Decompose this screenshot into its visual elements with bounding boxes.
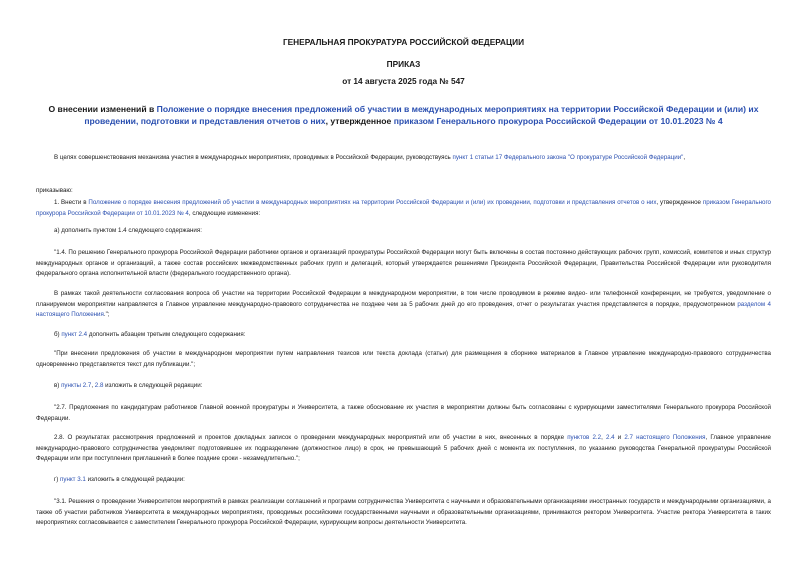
preamble-end: ,: [683, 154, 686, 161]
item1-end: , следующие изменения:: [188, 209, 261, 217]
paragraph-g: [36, 475, 771, 486]
link-order-2023[interactable]: приказом Генерального прокурора Российской Федерации от 10.01.2023 № 4: [36, 199, 772, 217]
org-name: ГЕНЕРАЛЬНАЯ ПРОКУРАТУРА РОССИЙСКОЙ ФЕДЕРАЦИИ: [282, 37, 525, 47]
paragraph-v: [36, 381, 771, 392]
paragraph-item-1: [36, 198, 771, 219]
link-point-2-4[interactable]: пункт 2.4: [61, 331, 88, 338]
g-pre: г): [54, 476, 61, 483]
paragraph-a: а) дополнить пунктом 1.4 следующего содержания:: [54, 227, 202, 234]
title-pre: О внесении изменений в: [48, 104, 157, 114]
b-end: дополнить абзацем третьим следующего содержания:: [87, 331, 246, 338]
paragraph-3-1: "3.1. Решения о проведении Университетом мероприятий в рамках реализации соглашений и программ сотрудничества Университета с научными и образовательными организациями иностранных государств и международными организациями, а также об участии работников Университета в международных мероприятиях, проводимых российскими государственными научными и образовательными организациями, принимаются ректором Университета. Участие ректора Университета в таких мероприятиях согласовывается с заместителем Генерального прокурора Российской Федерации, курирующим вопросы деятельности Университета.: [36, 498, 771, 526]
paragraph-1-4: "1.4. По решению Генерального прокурора Российской Федерации работники органов и организаций прокуратуры Российской Федерации могут быть включены в состав постоянно действующих рабочих групп, комиссий, комитетов и иных структур международных органов и организаций, а также состав российских межведомственных рабочих групп и делегаций, который утверждается решениями Президента Российской Федерации, Правительства Российской Федерации или руководителя федерального органа исполнительной власти (федерального государственного органа).: [36, 249, 771, 277]
item1-pre: 1. Внести в: [54, 199, 89, 206]
doc-date-number: от 14 августа 2025 года № 547: [342, 76, 465, 86]
link-law-article[interactable]: пункт 1 статьи 17 Федерального закона "О прокуратуре Российской Федерации": [452, 154, 684, 161]
p28-sep1: ,: [601, 434, 606, 441]
paragraph-order: приказываю:: [36, 187, 73, 194]
link-section-4[interactable]: разделом 4 настоящего Положения: [36, 300, 771, 318]
link-regulation[interactable]: Положение о порядке внесения предложений об участии в международных мероприятиях на территории Российской Федерации и (или) их проведении, подготовки и представления отчетов о них: [88, 199, 657, 206]
v-sep: ,: [91, 382, 95, 389]
p28-sep2: и: [614, 434, 625, 441]
preamble-text: В целях совершенствования механизма участия в международных мероприятиях, проводимых в Российской Федерации, руководствуясь: [54, 154, 453, 161]
paragraph-scope: [36, 289, 771, 321]
b-pre: б): [54, 331, 62, 338]
title-mid: , утвержденное: [325, 116, 394, 126]
link-point-2-4-b[interactable]: 2.4: [605, 434, 615, 441]
paragraph-2-8: [36, 433, 771, 465]
paragraph-2-7: "2.7. Предложения по кандидатурам работников Главной военной прокуратуры и Университета, а также обоснование их участия в мероприятии должны быть согласованы с курирующими заместителями Генерального прокурора Российской Федерации.: [36, 404, 771, 422]
link-point-2-2[interactable]: пунктов 2.2: [567, 434, 602, 441]
scope-text: В рамках такой деятельности согласования вопроса об участии на территории Российской Федерации в международном мероприятии, в том числе проводимом в режиме видео- или телефонной конференции, не требуется, уведомление о планируемом мероприятии направляется в Главное управление международно-правового сотрудничества не позднее чем за 5 рабочих дней до его проведения, отчет о результатах участия представляется в порядке, предусмотренном: [36, 290, 771, 308]
link-point-2-8[interactable]: 2.8: [94, 382, 104, 389]
scope-end: .";: [103, 311, 110, 318]
p28-end: , Главное управление международно-правового сотрудничества уведомляет подготовившее их подразделение (должностное лицо) в срок, не превышающий 5 рабочих дней с момента их поступления, по указанию руководства Генеральной прокуратуры Российской Федерации или при поступлении приглашений в более поздние сроки - незамедлительно.";: [36, 434, 771, 462]
title-link-order[interactable]: приказом Генерального прокурора Российской Федерации от 10.01.2023 № 4: [393, 116, 723, 126]
doc-type: ПРИКАЗ: [386, 59, 421, 69]
link-point-2-7-regulation[interactable]: 2.7 настоящего Положения: [624, 434, 706, 441]
title-link-regulation[interactable]: Положение о порядке внесения предложений об участии в международных мероприятиях на территории Российской Федерации и (или) их проведении, подготовки и представления отчетов о них: [84, 104, 759, 126]
doc-title: [36, 103, 771, 127]
v-end: изложить в следующей редакции:: [103, 382, 203, 389]
v-pre: в): [54, 382, 62, 389]
paragraph-b: [36, 330, 771, 341]
g-end: изложить в следующей редакции:: [85, 476, 185, 483]
item1-mid: , утвержденное: [656, 199, 703, 206]
paragraph-abstracts: "При внесении предложения об участии в международном мероприятии путем направления тезисов или текста доклада (статьи) для размещения в сборнике материалов в Главное управление международно-правового сотрудничества одновременно представляется текст для публикации.";: [36, 350, 771, 368]
link-point-2-7[interactable]: пункты 2.7: [61, 382, 92, 389]
link-point-3-1[interactable]: пункт 3.1: [60, 476, 86, 483]
p28-pre: 2.8. О результатах рассмотрения предложений и проектов докладных записок о проведении международных мероприятий или об участии в них, внесенных в порядке: [54, 434, 568, 441]
paragraph-preamble: [36, 153, 771, 164]
